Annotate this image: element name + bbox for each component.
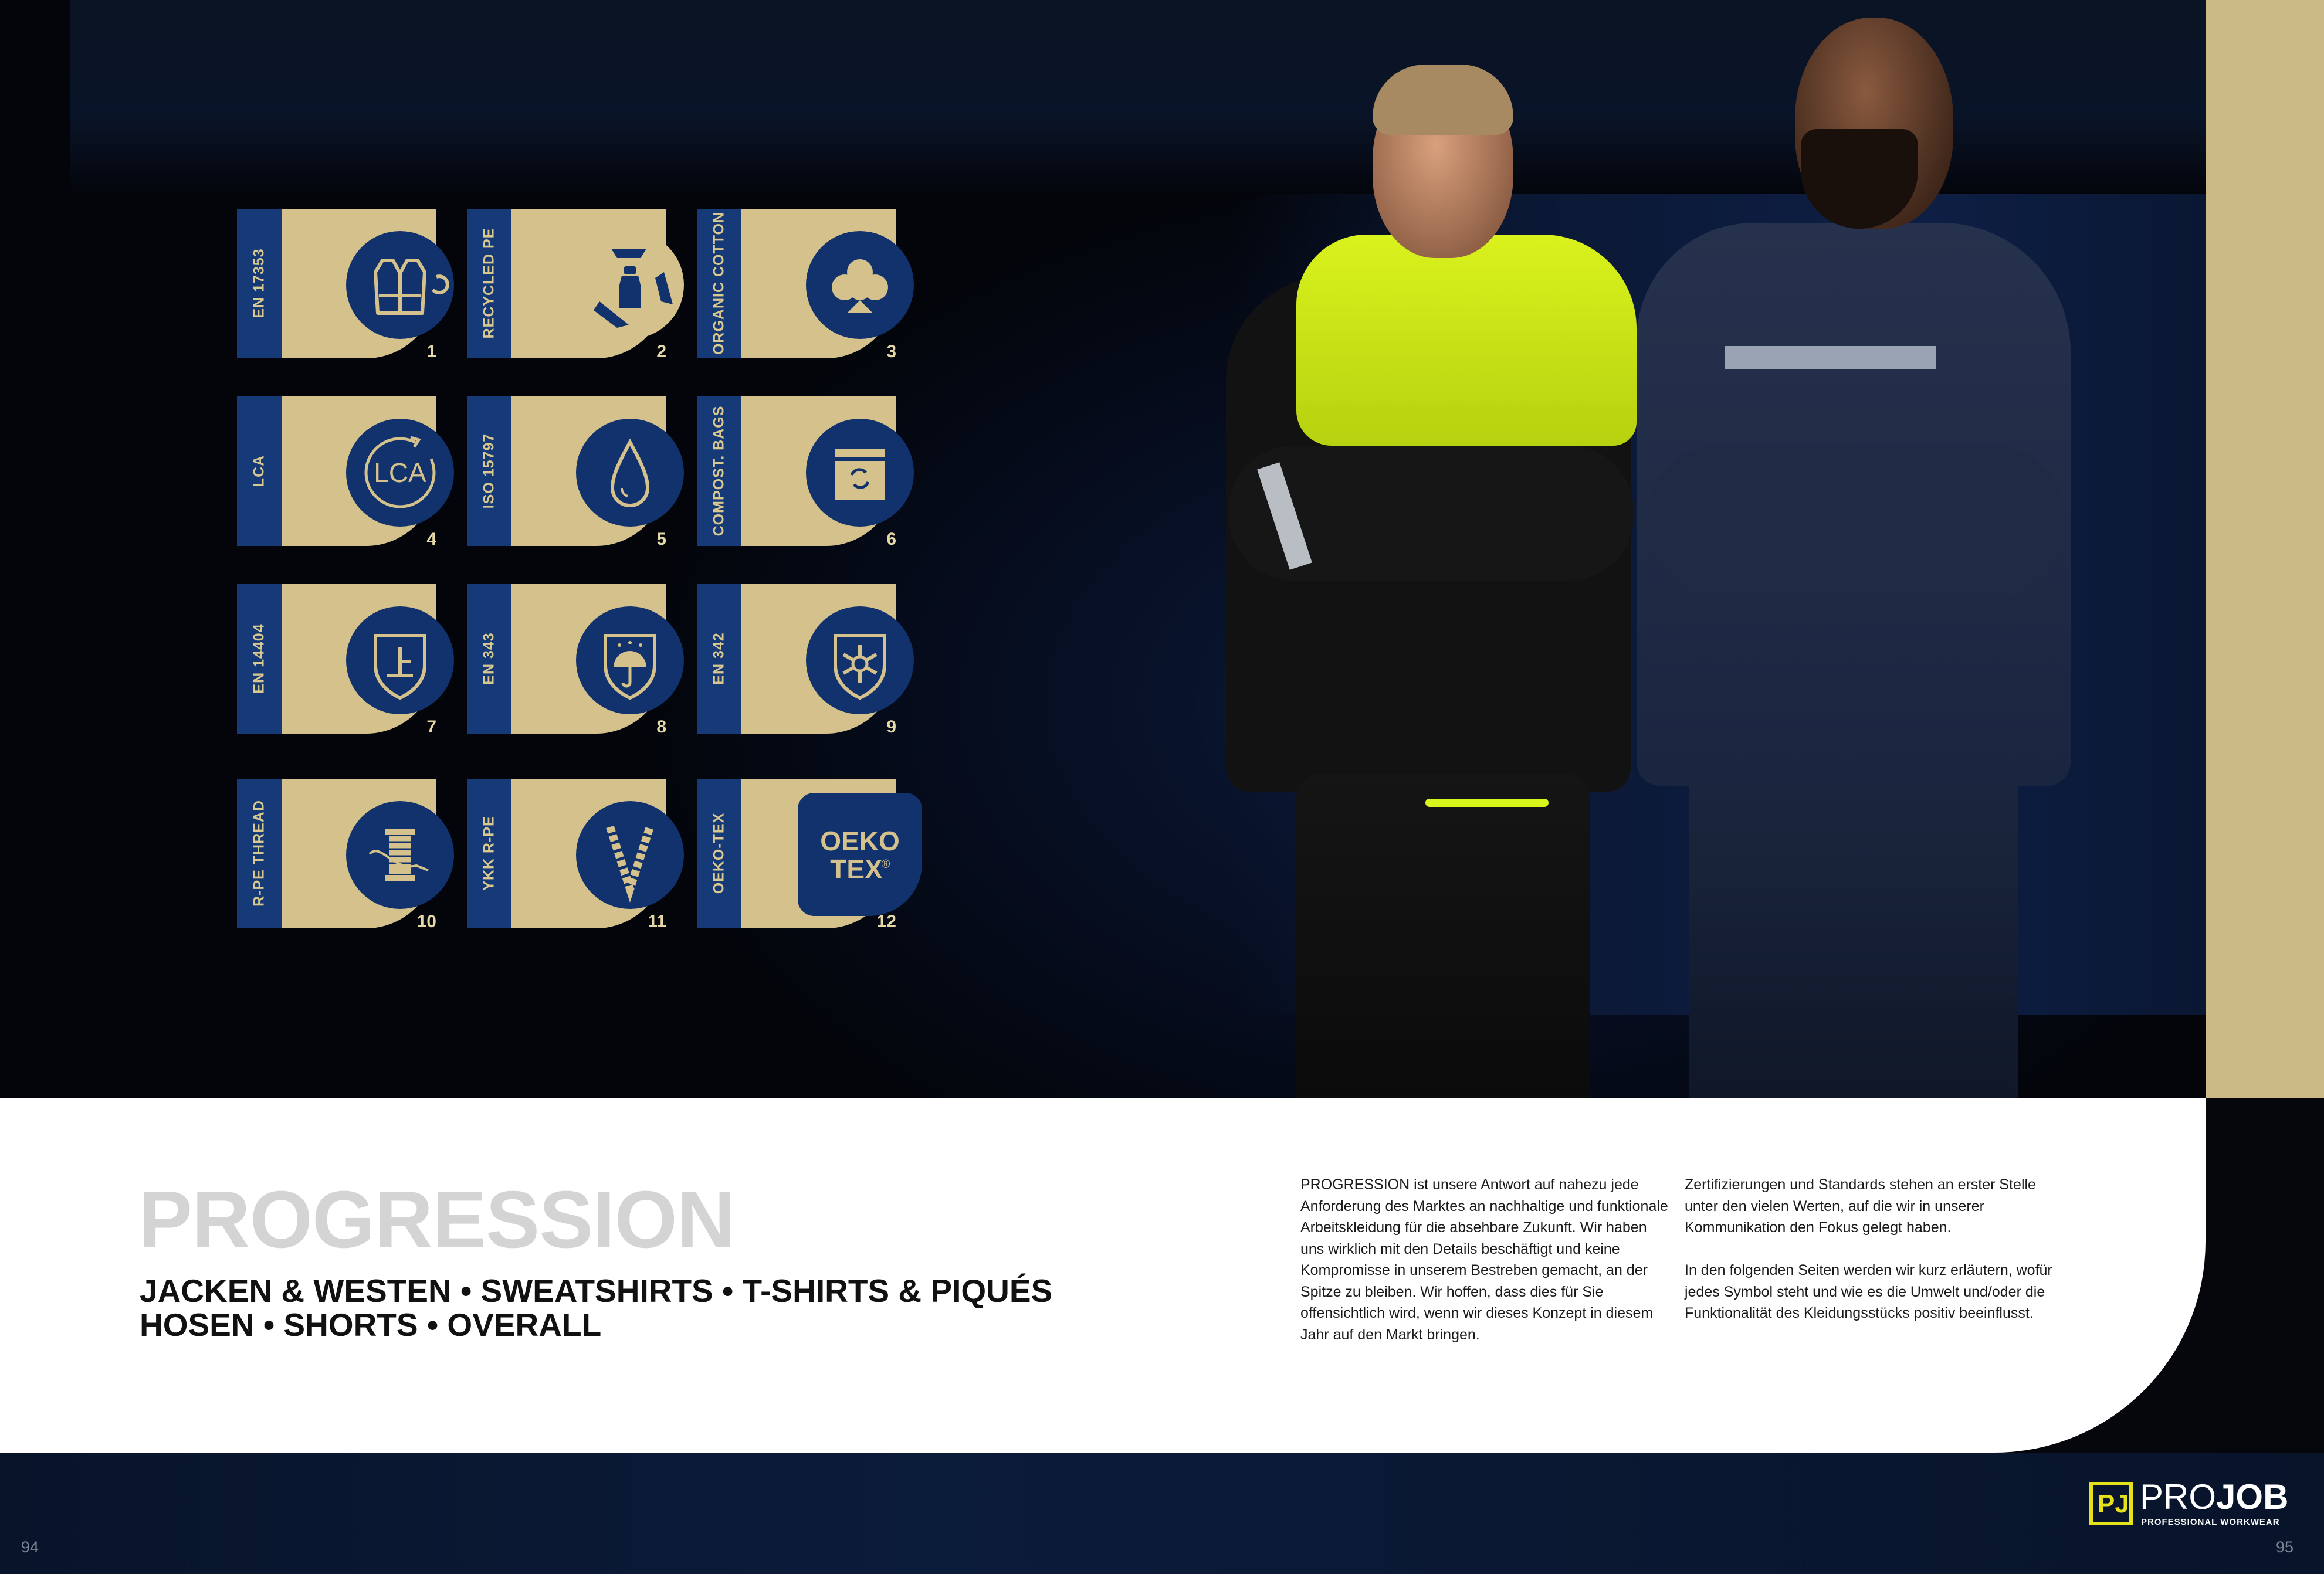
- worker-left-hair: [1373, 65, 1513, 135]
- worker-left-trousers: [1296, 774, 1590, 1098]
- icon-number: 10: [416, 912, 436, 931]
- icon-label: EN 342: [710, 632, 727, 685]
- icon-card-compost-bags: [697, 396, 896, 549]
- cotton-flower-icon: [806, 231, 914, 339]
- icon-card-lca: [237, 396, 436, 549]
- water-drop-icon: [576, 419, 684, 527]
- icon-number: 9: [886, 717, 896, 737]
- icon-number: 4: [426, 530, 436, 549]
- bottom-band: [0, 1453, 2324, 1574]
- icon-card-r-pe-thread: [237, 779, 436, 931]
- page-number-left: 94: [21, 1538, 39, 1556]
- icon-number: 8: [656, 717, 666, 737]
- registered-mark: ®: [881, 858, 890, 871]
- icon-card-en-342: [697, 584, 896, 737]
- icon-label: RECYCLED PE: [480, 228, 497, 339]
- tex-text: TEX: [830, 854, 883, 884]
- paragraph-text: Zertifizierungen und Standards stehen an erster Stelle unter den vielen Werten, auf die wir in unserer Kommunikation den Fokus gelegt haben.: [1685, 1176, 2036, 1236]
- logo-tagline: PROFESSIONAL WORKWEAR: [2141, 1517, 2280, 1527]
- collection-title: PROGRESSION: [138, 1175, 735, 1265]
- icon-number: 3: [886, 342, 896, 361]
- hi-vis-vest-icon: [346, 231, 454, 339]
- icon-label: LCA: [250, 454, 267, 487]
- product-categories: [140, 1274, 1052, 1342]
- thread-spool-icon: [346, 801, 454, 909]
- icon-card-en-17353: [237, 209, 436, 361]
- icon-label: COMPOST. BAGS: [710, 405, 727, 537]
- worker-left-hivis-collar: [1296, 235, 1637, 446]
- icon-card-ykk-r-pe: [467, 779, 666, 931]
- icon-number: 6: [886, 530, 896, 549]
- icon-number: 1: [426, 342, 436, 361]
- worker-right-trousers: [1689, 762, 2018, 1098]
- categories-line-2: HOSEN • SHORTS • OVERALL: [140, 1307, 602, 1343]
- projob-logo: [2089, 1477, 2289, 1530]
- right-dark-block: [2206, 1098, 2324, 1453]
- icon-label: ISO 15797: [480, 433, 497, 509]
- cold-snowflake-shield-icon: [806, 606, 914, 714]
- knee-protection-shield-icon: [346, 606, 454, 714]
- icon-label: YKK R-PE: [480, 816, 497, 891]
- lca-inner-text: LCA: [374, 457, 426, 488]
- icon-number: 5: [656, 530, 666, 549]
- icon-number: 2: [656, 342, 666, 361]
- icon-card-en-343: [467, 584, 666, 737]
- page-number-right: 95: [2276, 1538, 2294, 1556]
- icon-label: EN 343: [480, 632, 497, 685]
- zipper-icon: [576, 801, 684, 909]
- worker-right-crossed-arms: [1648, 446, 2065, 598]
- rain-umbrella-shield-icon: [576, 606, 684, 714]
- intro-paragraph: [1300, 1174, 1670, 1345]
- icon-number: 12: [876, 912, 896, 931]
- lca-cycle-icon: [346, 419, 454, 527]
- paragraph-text: In den folgenden Seiten werden wir kurz erläutern, wofür jedes Symbol steht und wie es die Umwelt und/oder die Funktionalität des Kleidungsstücks positiv beeinflusst.: [1685, 1262, 2052, 1321]
- icon-label: ORGANIC COTTON: [710, 211, 727, 355]
- icon-label: EN 14404: [250, 623, 267, 694]
- oeko-tex-icon: [798, 793, 922, 916]
- recycled-bottle-icon: [576, 231, 684, 339]
- icon-label: EN 17353: [250, 248, 267, 318]
- icon-card-iso-15797: [467, 396, 666, 549]
- tan-side-strip: [2206, 0, 2324, 1098]
- icon-label: R-PE THREAD: [250, 800, 267, 907]
- icon-number: 7: [426, 717, 436, 737]
- certification-paragraph: [1685, 1174, 2054, 1324]
- oeko-text: OEKO: [820, 826, 900, 856]
- worker-right-reflective-band: [1725, 346, 1936, 369]
- icon-card-en-14404: [237, 584, 436, 737]
- paragraph-text: PROGRESSION ist unsere Antwort auf nahezu jede Anforderung des Marktes an nachhaltige und funktionale Arbeitskleidung für die absehbare Zukunft. Wir haben uns wirklich mit den Details beschäftigt und keine Kompromisse in unserem Bestreben gemacht, an der Spitze zu bleiben. Wir hoffen, dass dies für Sie offensichtlich wird, wenn wir dieses Konzept in diesem Jahr auf den Markt bringen.: [1300, 1176, 1668, 1343]
- compost-bag-icon: [806, 419, 914, 527]
- icon-label: OEKO-TEX: [710, 812, 727, 894]
- icon-card-recycled-pe: [467, 209, 666, 361]
- logo-wordmark: PROJOB: [2140, 1477, 2289, 1517]
- icon-card-oeko-tex: [697, 779, 900, 931]
- pj-logo-mark: PJ: [2089, 1482, 2133, 1525]
- categories-line-1: JACKEN & WESTEN • SWEATSHIRTS • T-SHIRTS & PIQUÉS: [140, 1273, 1053, 1309]
- icon-card-organic-cotton: [697, 209, 896, 361]
- worker-left-yellow-zip: [1425, 799, 1549, 807]
- icon-number: 11: [648, 912, 666, 931]
